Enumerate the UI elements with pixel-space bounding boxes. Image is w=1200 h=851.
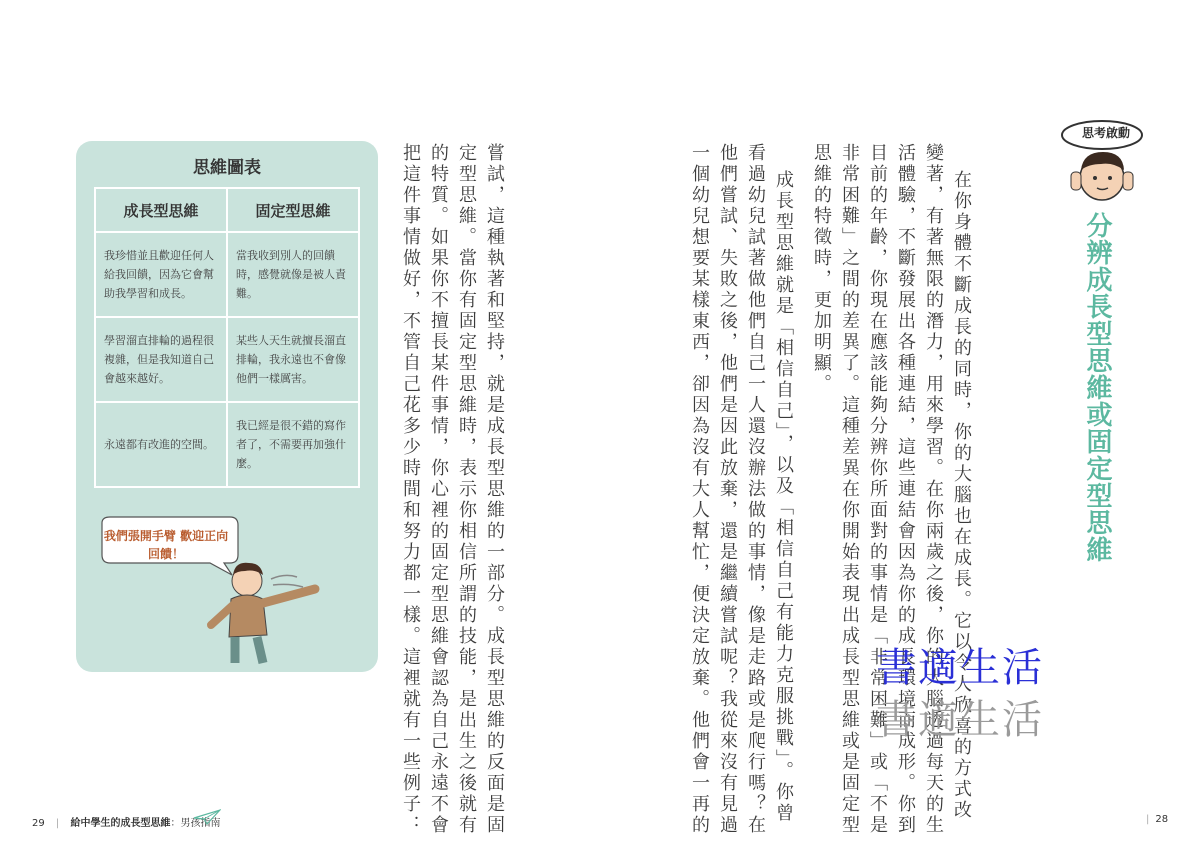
- table-cell: 學習溜直排輪的過程很複雜，但是我知道自己會越來越好。: [95, 317, 227, 402]
- book-subtitle: ：男孩指南: [170, 818, 221, 829]
- left-page-number: 29: [32, 818, 45, 829]
- boy-illustration-icon: [205, 555, 335, 675]
- table-cell: 某些人天生就擅長溜直排輪，我永遠也不會像他們一樣厲害。: [227, 317, 359, 402]
- book-title: 給中學生的成長型思維: [70, 818, 171, 829]
- table-row: [95, 317, 359, 402]
- footer-divider: |: [55, 818, 60, 829]
- watermark-blue: 書適生活: [876, 645, 1044, 691]
- body-text-column: 在你身體不斷成長的同時，你的大腦也在成長。它以令人欣喜的方式改: [951, 170, 972, 821]
- right-page-footer: [1146, 814, 1168, 825]
- watermark-gray: 書適生活: [876, 697, 1044, 743]
- mindset-table: [94, 187, 360, 488]
- table-cell: 我已經是很不錯的寫作者了，不需要再加強什麼。: [227, 402, 359, 487]
- speech-bubble-text: 我們張開手臂 歡迎正向回饋！: [103, 529, 229, 561]
- paper-plane-icon: [193, 809, 221, 825]
- header-growth-mindset: 成長型思維: [95, 188, 227, 232]
- chart-title: 思維圖表: [193, 158, 261, 178]
- header-fixed-mindset: 固定型思維: [227, 188, 359, 232]
- body-text-column: 嘗試，這種執著和堅持，就是成長型思維的一部分。成長型思維的反面是固: [484, 143, 505, 836]
- body-text-column: 一個幼兒想要某樣東西，卻因為沒有大人幫忙，便決定放棄。他們會一再的: [689, 143, 710, 836]
- footer-divider: |: [1146, 814, 1150, 825]
- body-text-column: 成長型思維就是「相信自己」，以及「相信自己有能力克服挑戰」。你曾: [773, 170, 794, 824]
- badge-label: 思考啟動: [1081, 126, 1130, 140]
- table-row: [95, 232, 359, 317]
- body-text-column: 他們嘗試、失敗之後，他們是因此放棄，還是繼續嘗試呢？我從來沒有見過: [717, 143, 738, 836]
- right-page-number: 28: [1155, 814, 1169, 825]
- body-text-column: 目前的年齡，你現在應該能夠分辨你所面對的事情是「非常困難」或「不是: [867, 143, 888, 836]
- table-row: [95, 402, 359, 487]
- body-text-column: 思維的特徵時，更加明顯。: [811, 143, 832, 395]
- table-cell: 永遠都有改進的空間。: [95, 402, 227, 487]
- body-text-column: 看過幼兒試著做他們自己一人還沒辦法做的事情，像是走路或是爬行嗎？在: [745, 143, 766, 836]
- table-cell: 當我收到別人的回饋時，感覺就像是被人責難。: [227, 232, 359, 317]
- body-text-column: 活體驗，不斷發展出各種連結，這些連結會因為你的成長環境而成形。你到: [895, 143, 916, 836]
- section-heading: 分辨成長型思維或固定型思維: [1082, 212, 1112, 563]
- body-text-column: 變著，有著無限的潛力，用來學習。在你兩歲之後，你的大腦透過每天的生: [923, 143, 944, 836]
- body-text-column: 定型思維。當你有固定型思維時，表示你相信所謂的技能，是出生之後就有: [456, 143, 477, 836]
- table-cell: 我珍惜並且歡迎任何人給我回饋，因為它會幫助我學習和成長。: [95, 232, 227, 317]
- body-text-column: 把這件事情做好，不管自己花多少時間和努力都一樣。這裡就有一些例子：: [400, 143, 421, 836]
- table-header-row: [95, 188, 359, 232]
- body-text-column: 的特質。如果你不擅長某件事情，你心裡的固定型思維會認為自己永遠不會: [428, 143, 449, 836]
- body-text-column: 非常困難」之間的差異了。這種差異在你開始表現出成長型思維或是固定型: [839, 143, 860, 836]
